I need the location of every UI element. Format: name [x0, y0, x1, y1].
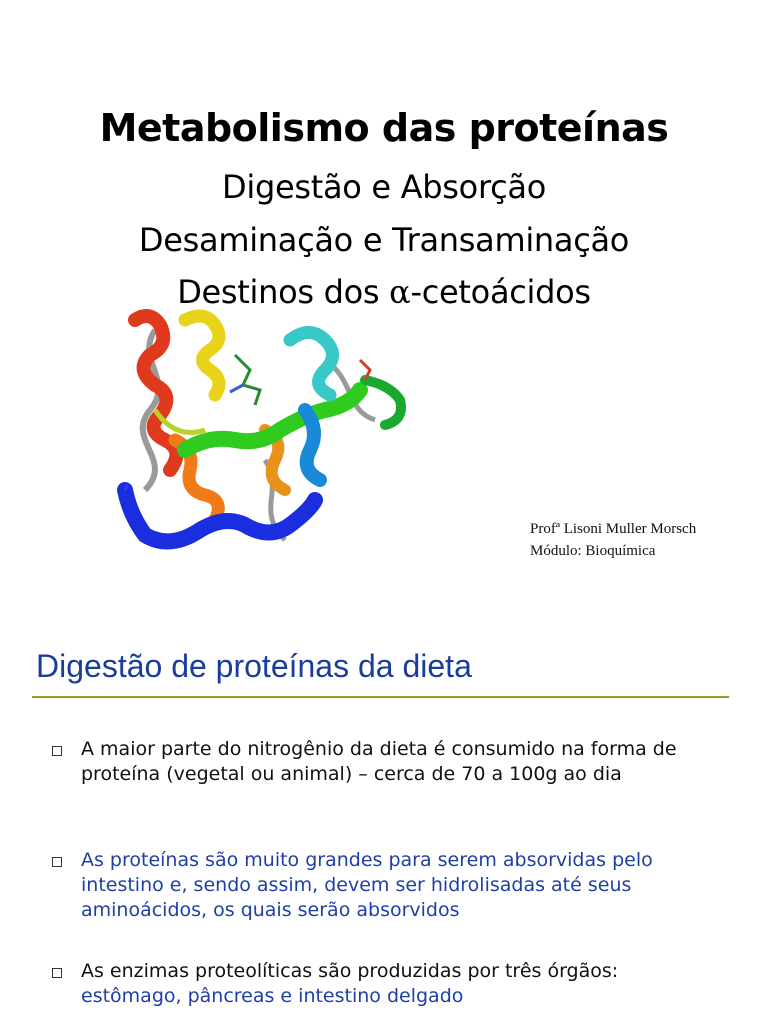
- title-divider: [32, 696, 729, 698]
- subtitle-digestion: Digestão e Absorção: [222, 168, 546, 206]
- professor-name: Profª Lisoni Muller Morsch: [530, 521, 697, 537]
- bullet-text: [81, 959, 618, 1009]
- alpha-symbol: α: [389, 273, 411, 311]
- bullet-item: [52, 737, 732, 787]
- subtitle-ketoacids-post: -cetoácidos: [410, 273, 591, 311]
- slide-title: Metabolismo das proteínas: [99, 106, 669, 150]
- square-bullet-icon: [52, 746, 62, 756]
- module-name: Módulo: Bioquímica: [530, 543, 656, 559]
- square-bullet-icon: [52, 857, 62, 867]
- subtitle-deamination: Desaminação e Transaminação: [138, 221, 630, 259]
- bullet-text: A maior parte do nitrogênio da dieta é consumido na forma de proteína (vegetal ou animal) – cerca de 70 a 100g ao dia: [81, 738, 677, 785]
- protein-ribbon-image: [115, 300, 415, 570]
- bullet-text-organs: estômago, pâncreas e intestino delgado: [81, 985, 464, 1007]
- bullet-text: As proteínas são muito grandes para serem absorvidas pelo intestino e, sendo assim, devem ser hidrolisadas até seus aminoácidos, os quais serão absorvidos: [81, 849, 653, 921]
- bullet-item: [52, 848, 732, 923]
- digestion-slide: [0, 600, 768, 1024]
- subtitle-ketoacids-pre: Destinos dos: [177, 273, 390, 311]
- credits: [530, 518, 696, 562]
- bullet-item: [52, 959, 732, 1009]
- digestion-slide-title: Digestão de proteínas da dieta: [36, 648, 472, 684]
- bullet-text-pre: As enzimas proteolíticas são produzidas por três órgãos:: [81, 960, 619, 982]
- square-bullet-icon: [52, 968, 62, 978]
